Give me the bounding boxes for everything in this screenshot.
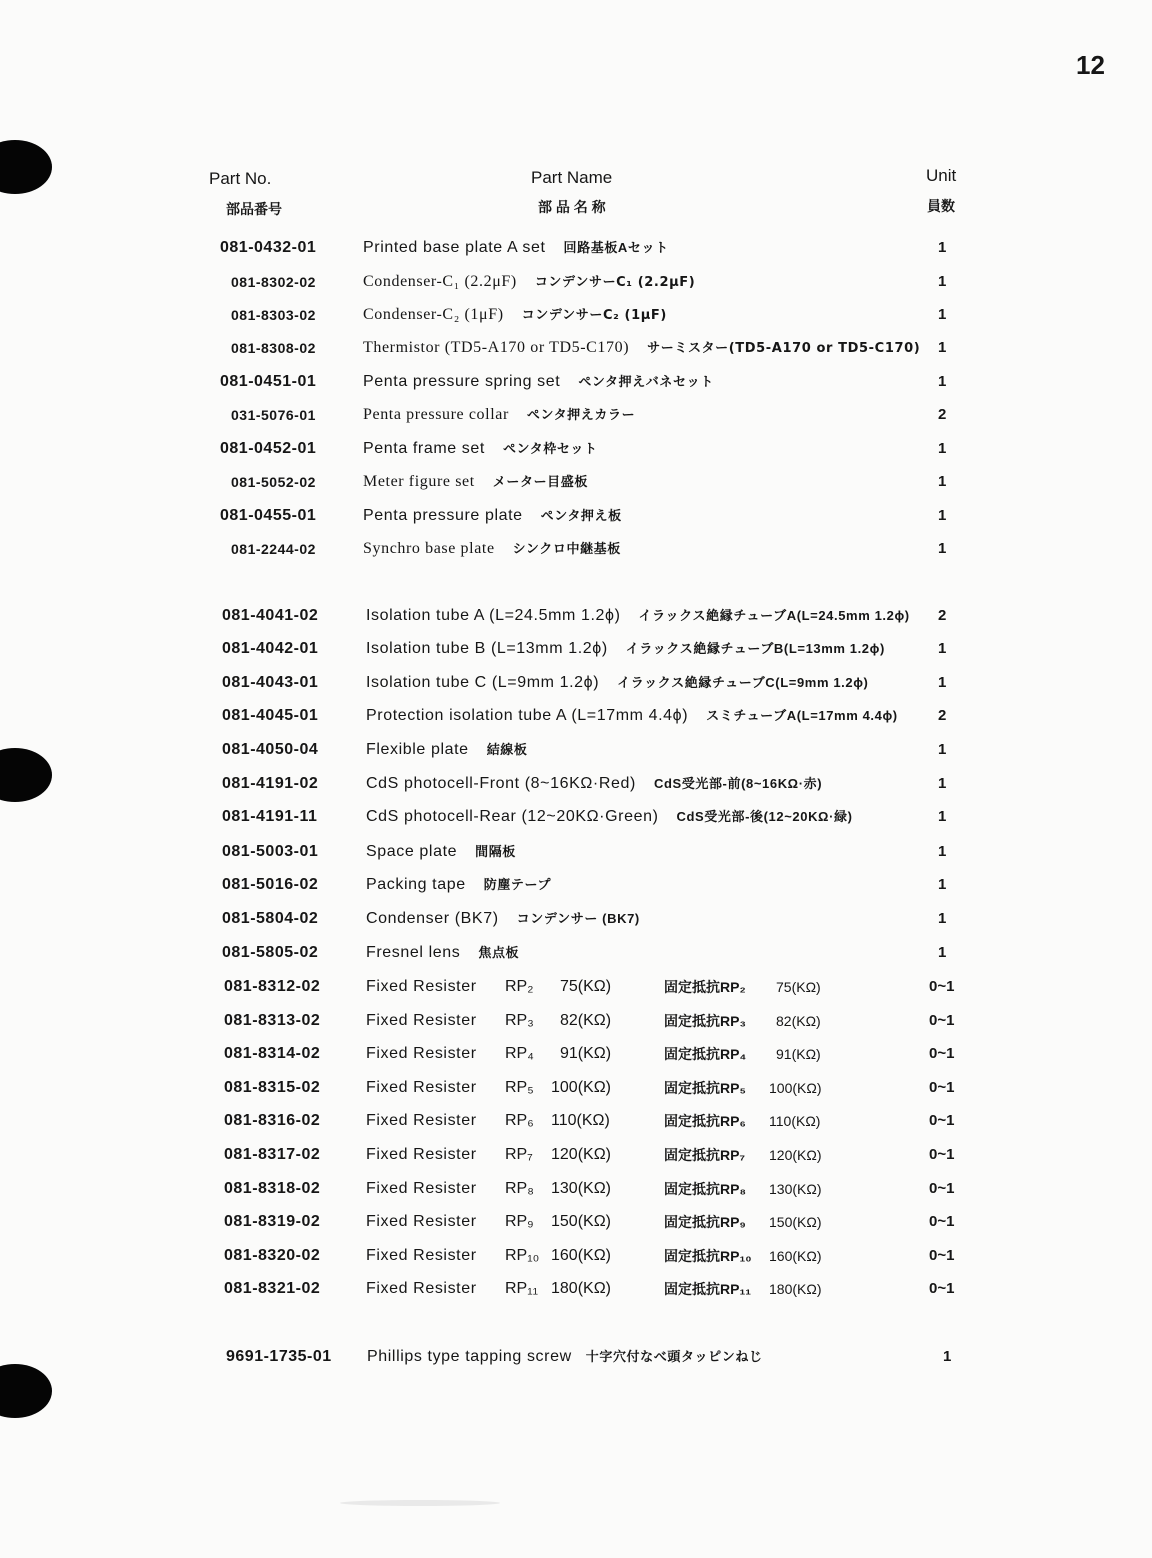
part-number: 081-5003-01 (222, 843, 319, 860)
resistor-value: 110(KΩ) (551, 1112, 610, 1129)
resistor-value-jp: 150(KΩ) (769, 1214, 822, 1230)
table-row (0, 300, 1152, 330)
header-unit-jp: 員数 (927, 198, 955, 214)
part-name (363, 534, 621, 565)
table-row (0, 634, 1152, 664)
table-row (0, 367, 1152, 397)
part-name-en: Isolation tube C (L=9mm 1.2ϕ) (366, 674, 600, 691)
part-name-jp: 焦点板 (478, 945, 520, 960)
part-number: 081-5016-02 (222, 876, 319, 893)
table-row (0, 333, 1152, 363)
part-name-jp: CdS受光部-後(12~20KΩ·緑) (676, 809, 853, 824)
part-number: 081-8321-02 (224, 1280, 321, 1297)
quantity: 0~1 (929, 1146, 955, 1163)
resistor-label: Fixed Resister (366, 1146, 477, 1163)
resistor-value: 150(KΩ) (551, 1213, 611, 1230)
resistor-label-jp: 固定抵抗RP₃ (664, 1013, 746, 1029)
part-name-jp: イラックス絶縁チューブC(L=9mm 1.2ϕ) (617, 675, 869, 690)
table-row (0, 1274, 1152, 1304)
part-number: 081-8313-02 (224, 1012, 321, 1029)
quantity: 1 (938, 674, 947, 691)
part-number: 081-8315-02 (224, 1079, 321, 1096)
resistor-value-jp: 100(KΩ) (769, 1080, 822, 1096)
part-number: 081-4191-11 (222, 808, 318, 825)
quantity: 1 (938, 507, 947, 524)
resistor-code: RP₇ (505, 1146, 533, 1163)
part-name-jp: コンデンサー (BK7) (516, 911, 640, 926)
quantity: 1 (938, 876, 947, 893)
part-name-en: Isolation tube B (L=13mm 1.2ϕ) (366, 640, 608, 657)
part-name (366, 870, 551, 900)
part-name-en: Condenser-C₂ (1μF) (363, 306, 504, 323)
table-row (0, 434, 1152, 464)
resistor-label-jp: 固定抵抗RP₅ (664, 1080, 746, 1096)
resistor-label: Fixed Resister (366, 1213, 477, 1230)
quantity: 1 (938, 339, 947, 356)
part-name-en: CdS photocell-Front (8~16KΩ·Red) (366, 775, 636, 792)
table-row (0, 1174, 1152, 1204)
resistor-value: 91(KΩ) (560, 1045, 612, 1062)
quantity: 0~1 (929, 1247, 955, 1264)
quantity: 2 (938, 607, 947, 624)
part-name-en: Condenser (BK7) (366, 910, 499, 927)
part-name (366, 837, 516, 867)
part-number: 081-8312-02 (224, 978, 321, 995)
resistor-label-jp: 固定抵抗RP₂ (664, 979, 746, 995)
part-number: 081-0455-01 (220, 507, 317, 524)
resistor-label: Fixed Resister (366, 1280, 477, 1297)
resistor-code: RP₆ (505, 1112, 534, 1129)
quantity: 1 (938, 775, 947, 792)
part-name (366, 668, 868, 698)
part-number: 081-5052-02 (231, 474, 316, 490)
part-name (367, 1342, 763, 1372)
table-row (0, 467, 1152, 497)
part-name-en: Fresnel lens (366, 944, 461, 961)
quantity: 1 (938, 944, 947, 961)
quantity: 0~1 (929, 1180, 955, 1197)
part-name-jp: イラックス絶縁チューブB(L=13mm 1.2ϕ) (625, 641, 885, 656)
table-row (0, 668, 1152, 698)
quantity: 1 (938, 440, 947, 457)
resistor-value-jp: 160(KΩ) (769, 1248, 822, 1264)
resistor-code: RP₁₀ (505, 1247, 540, 1264)
table-row (0, 1241, 1152, 1271)
resistor-value: 160(KΩ) (551, 1247, 611, 1264)
part-name-en: Printed base plate A set (363, 239, 546, 256)
quantity: 1 (938, 239, 947, 256)
part-name-en: Condenser-C₁ (2.2μF) (363, 273, 517, 290)
part-name (363, 467, 588, 498)
resistor-value-jp: 110(KΩ) (769, 1113, 821, 1129)
part-name (366, 701, 898, 731)
part-number: 081-4042-01 (222, 640, 319, 657)
part-number: 081-8302-02 (231, 274, 316, 290)
part-name-jp: コンデンサーC₂ (1μF) (521, 308, 667, 323)
table-row (0, 534, 1152, 564)
resistor-value-jp: 91(KΩ) (776, 1046, 821, 1062)
quantity: 1 (938, 540, 947, 557)
resistor-label: Fixed Resister (366, 1045, 477, 1062)
resistor-label: Fixed Resister (366, 978, 477, 995)
quantity: 0~1 (929, 1079, 955, 1096)
part-name-jp: ペンタ押えバネセット (578, 374, 714, 389)
header-unit: Unit (926, 166, 957, 185)
part-name-jp: ペンタ押え板 (540, 508, 622, 523)
part-name (366, 769, 822, 799)
table-row (0, 233, 1152, 263)
part-name (363, 400, 635, 431)
table-row (0, 1039, 1152, 1069)
quantity: 1 (943, 1348, 952, 1365)
part-name (363, 233, 669, 263)
part-name-jp: 十字穴付なべ頭タッピンねじ (585, 1349, 763, 1364)
part-name (366, 601, 910, 631)
resistor-value-jp: 130(KΩ) (769, 1181, 822, 1197)
table-row (0, 601, 1152, 631)
part-name (366, 938, 519, 968)
table-row (0, 1073, 1152, 1103)
table-row (0, 870, 1152, 900)
resistor-label-jp: 固定抵抗RP₇ (664, 1147, 746, 1163)
quantity: 1 (938, 306, 947, 323)
resistor-label-jp: 固定抵抗RP₄ (664, 1046, 747, 1062)
table-row (0, 938, 1152, 968)
part-name-jp: ペンタ枠セット (502, 441, 598, 456)
part-name-en: Packing tape (366, 876, 466, 893)
part-name-en: Penta pressure plate (363, 507, 523, 524)
part-number: 081-0432-01 (220, 239, 317, 256)
part-number: 081-8314-02 (224, 1045, 321, 1062)
resistor-label-jp: 固定抵抗RP₆ (664, 1113, 746, 1129)
punch-hole-top (0, 140, 52, 194)
resistor-value: 100(KΩ) (551, 1079, 611, 1096)
part-name-jp: メーター目盛板 (492, 475, 588, 490)
resistor-label: Fixed Resister (366, 1012, 477, 1029)
table-row (0, 735, 1152, 765)
part-name-en: Protection isolation tube A (L=17mm 4.4ϕ) (366, 707, 689, 724)
part-number: 081-4050-04 (222, 741, 319, 758)
part-name-jp: 防塵テープ (483, 877, 552, 892)
part-number: 081-8320-02 (224, 1247, 321, 1264)
resistor-value-jp: 75(KΩ) (776, 979, 821, 995)
resistor-label: Fixed Resister (366, 1247, 477, 1264)
part-number: 081-4043-01 (222, 674, 319, 691)
resistor-label-jp: 固定抵抗RP₁₁ (664, 1281, 752, 1297)
part-number: 081-8319-02 (224, 1213, 321, 1230)
quantity: 1 (938, 843, 947, 860)
header-part-name: Part Name (531, 168, 613, 187)
part-name-jp: 結線板 (486, 742, 528, 757)
part-name-jp: スミチューブA(L=17mm 4.4ϕ) (706, 708, 898, 723)
resistor-value: 82(KΩ) (560, 1012, 612, 1029)
part-name-en: Meter figure set (363, 473, 475, 490)
part-name-en: CdS photocell-Rear (12~20KΩ·Green) (366, 808, 659, 825)
part-name-en: Thermistor (TD5-A170 or TD5-C170) (363, 339, 630, 356)
part-number: 081-8317-02 (224, 1146, 321, 1163)
part-name-jp: シンクロ中継基板 (512, 542, 621, 557)
part-name-en: Flexible plate (366, 741, 469, 758)
table-row (0, 1106, 1152, 1136)
quantity: 0~1 (929, 1112, 955, 1129)
resistor-value-jp: 82(KΩ) (776, 1013, 821, 1029)
resistor-value-jp: 180(KΩ) (769, 1281, 822, 1297)
part-name-en: Isolation tube A (L=24.5mm 1.2ϕ) (366, 607, 621, 624)
resistor-value: 75(KΩ) (560, 978, 612, 995)
part-number: 081-8318-02 (224, 1180, 321, 1197)
resistor-code: RP₅ (505, 1079, 534, 1096)
quantity: 1 (938, 910, 947, 927)
resistor-label: Fixed Resister (366, 1112, 477, 1129)
part-name (363, 501, 622, 531)
part-name-en: Penta pressure collar (363, 406, 509, 423)
resistor-value: 180(KΩ) (551, 1280, 611, 1297)
part-name-jp: コンデンサーC₁ (2.2μF) (534, 275, 696, 290)
table-row (0, 1140, 1152, 1170)
scan-smudge (340, 1500, 500, 1506)
part-number: 9691-1735-01 (226, 1348, 332, 1365)
table-row (0, 1207, 1152, 1237)
quantity: 1 (938, 373, 947, 390)
resistor-label: Fixed Resister (366, 1079, 477, 1096)
part-number: 081-0452-01 (220, 440, 317, 457)
resistor-code: RP₄ (505, 1045, 534, 1062)
resistor-value-jp: 120(KΩ) (769, 1147, 822, 1163)
part-number: 081-5804-02 (222, 910, 319, 927)
part-number: 081-5805-02 (222, 944, 319, 961)
part-name-jp: 間隔板 (475, 844, 516, 859)
part-number: 031-5076-01 (231, 407, 316, 423)
part-name-jp: サーミスター(TD5-A170 or TD5-C170) (647, 341, 921, 356)
part-name (363, 333, 920, 364)
quantity: 2 (938, 707, 947, 724)
part-name-en: Synchro base plate (363, 540, 495, 557)
part-number: 081-2244-02 (231, 541, 316, 557)
part-name (363, 367, 714, 397)
table-row (0, 802, 1152, 832)
resistor-label: Fixed Resister (366, 1180, 477, 1197)
header-part-name-jp: 部 品 名 称 (538, 199, 606, 215)
resistor-value: 120(KΩ) (551, 1146, 611, 1163)
table-row (0, 837, 1152, 867)
part-name-en: Penta pressure spring set (363, 373, 561, 390)
page-number: 12 (1076, 50, 1105, 80)
part-number: 081-4041-02 (222, 607, 319, 624)
part-name (363, 300, 667, 331)
quantity: 0~1 (929, 1213, 955, 1230)
part-number: 081-8308-02 (231, 340, 316, 356)
resistor-code: RP₉ (505, 1213, 534, 1230)
quantity: 1 (938, 741, 947, 758)
part-name-jp: ペンタ押えカラー (526, 408, 636, 423)
quantity: 1 (938, 640, 947, 657)
table-row (0, 769, 1152, 799)
quantity: 0~1 (929, 1280, 955, 1297)
part-name (366, 634, 885, 664)
resistor-label-jp: 固定抵抗RP₁₀ (664, 1248, 752, 1264)
resistor-code: RP₃ (505, 1012, 534, 1029)
header-part-no: Part No. (209, 169, 272, 188)
part-name-en: Space plate (366, 843, 458, 860)
table-row (0, 267, 1152, 297)
resistor-code: RP₂ (505, 978, 534, 995)
part-name (366, 802, 853, 832)
table-row (0, 972, 1152, 1002)
part-name (363, 434, 598, 464)
part-number: 081-4045-01 (222, 707, 319, 724)
table-row (0, 904, 1152, 934)
quantity: 0~1 (929, 1012, 955, 1029)
part-number: 081-0451-01 (220, 373, 317, 390)
quantity: 0~1 (929, 978, 955, 995)
resistor-code: RP₈ (505, 1180, 534, 1197)
part-name-jp: CdS受光部-前(8~16KΩ·赤) (653, 776, 823, 791)
quantity: 1 (938, 273, 947, 290)
resistor-label-jp: 固定抵抗RP₈ (664, 1181, 747, 1197)
resistor-value: 130(KΩ) (551, 1180, 611, 1197)
screw-row (0, 1342, 1152, 1372)
part-name-jp: イラックス絶縁チューブA(L=24.5mm 1.2ϕ) (638, 608, 910, 623)
part-name-jp: 回路基板Aセット (563, 240, 669, 255)
part-number: 081-8316-02 (224, 1112, 321, 1129)
quantity: 1 (938, 808, 947, 825)
table-row (0, 501, 1152, 531)
part-name-en: Penta frame set (363, 440, 485, 457)
part-name-en: Phillips type tapping screw (367, 1348, 572, 1365)
part-number: 081-8303-02 (231, 307, 316, 323)
table-row (0, 400, 1152, 430)
resistor-label-jp: 固定抵抗RP₉ (664, 1214, 746, 1230)
part-name (363, 267, 695, 298)
part-name (366, 735, 528, 765)
part-name (366, 904, 640, 934)
part-number: 081-4191-02 (222, 775, 319, 792)
quantity: 2 (938, 406, 947, 423)
quantity: 1 (938, 473, 947, 490)
header-part-no-jp: 部品番号 (226, 201, 282, 217)
table-row (0, 1006, 1152, 1036)
resistor-code: RP₁₁ (505, 1280, 539, 1297)
quantity: 0~1 (929, 1045, 955, 1062)
table-row (0, 701, 1152, 731)
punch-hole-bottom (0, 1364, 52, 1418)
